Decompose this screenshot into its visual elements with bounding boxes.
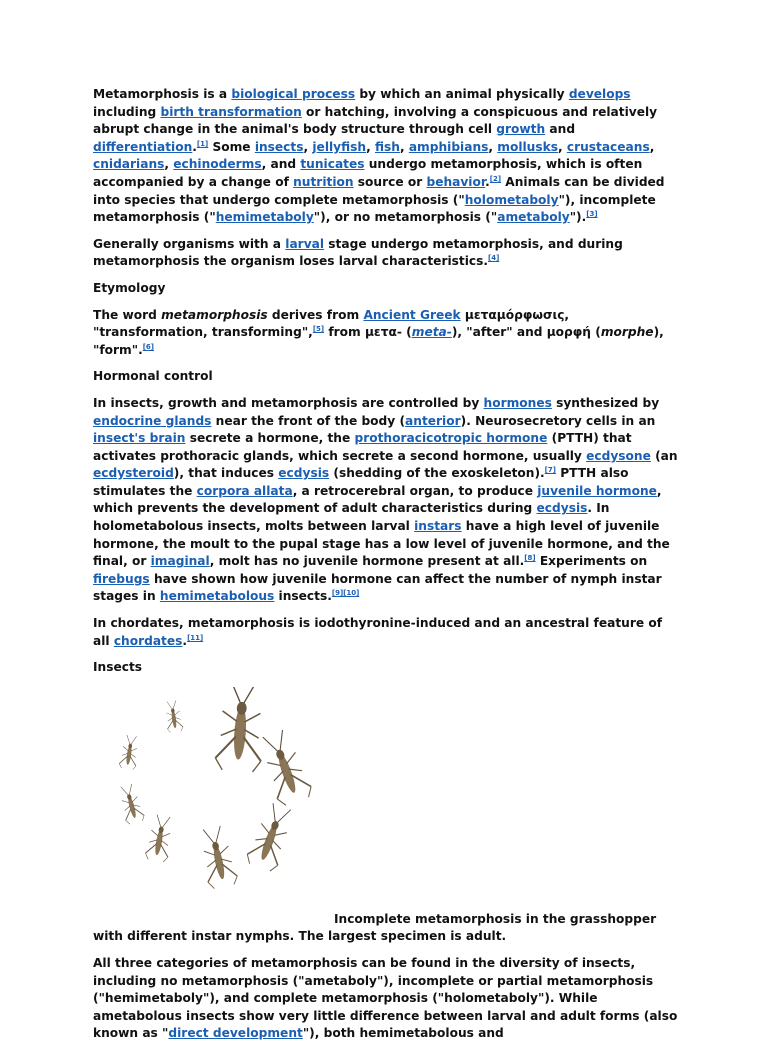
- link-prothoracicotropic-hormone[interactable]: prothoracicotropic hormone: [354, 431, 548, 446]
- text: .: [192, 139, 197, 154]
- text: , a retrocerebral organ, to produce: [292, 483, 538, 498]
- citation: [313, 325, 324, 333]
- text: from μετα- (: [324, 325, 412, 340]
- etymology-paragraph: [93, 307, 678, 360]
- text: The word: [93, 307, 162, 322]
- citation-link-4[interactable]: [4]: [488, 254, 500, 263]
- text: Generally organisms with a: [93, 236, 286, 251]
- citation-link-2[interactable]: [2]: [489, 174, 502, 183]
- heading-etymology: Etymology: [93, 280, 166, 295]
- grasshopper-adult: [215, 687, 267, 772]
- text: secrete a hormone, the: [185, 431, 355, 446]
- text: "), incomplete metamorphosis (": [93, 192, 656, 225]
- citation: [545, 466, 556, 474]
- text: μεταμόρφωσις, "transformation, transforming",: [93, 307, 570, 340]
- grasshopper-instar-2: [144, 814, 174, 863]
- emphasis: morphe: [600, 325, 654, 340]
- text: Experiments on: [535, 554, 648, 569]
- text: , and: [261, 157, 301, 172]
- link-chordates[interactable]: chordates: [113, 633, 183, 648]
- text: ), that induces: [173, 466, 279, 481]
- citation: [488, 254, 499, 262]
- citation-link-5[interactable]: [5]: [312, 325, 325, 334]
- text: , which prevents the development of adult characteristics during: [93, 483, 662, 516]
- citation: [332, 589, 359, 597]
- link-ecdysis-2[interactable]: ecdysis: [536, 501, 588, 516]
- intro-paragraph: [93, 86, 678, 227]
- text: insects.: [274, 589, 332, 604]
- text: (shedding of the exoskeleton).: [329, 466, 545, 481]
- link-mollusks[interactable]: mollusks: [497, 139, 558, 154]
- hormonal-paragraph: [93, 395, 678, 606]
- citation: [187, 634, 203, 642]
- link-ecdysis[interactable]: ecdysis: [278, 466, 330, 481]
- link-amphibians[interactable]: amphibians: [408, 139, 489, 154]
- text: "), both hemimetabolous and: [302, 1026, 504, 1041]
- link-meta[interactable]: meta-: [411, 325, 452, 340]
- link-corpora-allata[interactable]: corpora allata: [196, 483, 293, 498]
- chordates-paragraph: [93, 615, 678, 650]
- text: and: [545, 122, 576, 137]
- text: have a high level of juvenile hormone, the moult to the pupal stage has a low level of juvenile hormone, and the final, or: [93, 519, 670, 569]
- text: Metamorphosis is a: [93, 87, 232, 101]
- link-endocrine-glands[interactable]: endocrine glands: [93, 413, 212, 428]
- text: ). Neurosecretory cells in an: [460, 413, 656, 428]
- link-biological-process[interactable]: biological process: [231, 87, 356, 101]
- citation: [197, 140, 208, 148]
- text: ").: [569, 210, 587, 225]
- text: including: [93, 104, 161, 119]
- grasshopper-instar-1a: [119, 734, 140, 770]
- grasshopper-instar-3: [197, 824, 239, 889]
- grasshopper-instar-4: [245, 801, 298, 873]
- citation-link-9-10[interactable]: [9][10]: [331, 589, 360, 598]
- link-hemimetaboly[interactable]: hemimetaboly: [215, 210, 314, 225]
- link-behavior[interactable]: behavior: [426, 174, 486, 189]
- text: .: [182, 633, 188, 648]
- grasshopper-figure: [93, 687, 678, 910]
- text: (an: [650, 448, 678, 463]
- link-cnidarians[interactable]: cnidarians: [93, 157, 165, 172]
- link-ecdysteroid[interactable]: ecdysteroid: [93, 466, 174, 481]
- text: ,: [164, 157, 174, 172]
- text: PTTH also stimulates the: [93, 466, 629, 498]
- text: .: [485, 174, 490, 189]
- link-direct-development[interactable]: direct development: [168, 1026, 303, 1041]
- link-echinoderms[interactable]: echinoderms: [173, 157, 262, 172]
- link-growth[interactable]: growth: [496, 122, 546, 137]
- text: or hatching, involving a conspicuous and relatively abrupt change in the animal's body structure through cell: [93, 104, 658, 137]
- larval-paragraph: [93, 236, 678, 271]
- text: , molt has no juvenile hormone present at all.: [209, 554, 525, 569]
- text: synthesized by: [551, 395, 660, 410]
- grasshopper-instar-0: [164, 700, 184, 733]
- text: ,: [649, 139, 655, 154]
- text: ), "after" and μορφή (: [451, 325, 601, 340]
- link-ancient-greek[interactable]: Ancient Greek: [363, 307, 461, 322]
- text: ,: [399, 139, 409, 154]
- link-birth-transformation[interactable]: birth transformation: [160, 104, 302, 119]
- text: have shown how juvenile hormone can affect the number of nymph instar stages in: [93, 571, 662, 604]
- link-imaginal[interactable]: imaginal: [150, 554, 210, 569]
- citation: [524, 554, 535, 562]
- caption-text: Incomplete metamorphosis in the grasshopper with different instar nymphs. The largest specimen is adult.: [93, 911, 657, 944]
- text: Some: [208, 139, 255, 154]
- link-ecdysone[interactable]: ecdysone: [586, 448, 651, 463]
- link-nutrition[interactable]: nutrition: [293, 174, 354, 189]
- link-differentiation[interactable]: differentiation: [93, 139, 193, 154]
- citation-link-8[interactable]: [8]: [524, 554, 536, 563]
- insects-paragraph: [93, 955, 678, 1043]
- heading-insects: Insects: [93, 660, 143, 675]
- link-insects-brain[interactable]: insect's brain: [93, 431, 186, 446]
- link-ametaboly[interactable]: ametaboly: [497, 210, 570, 225]
- citation-link-7[interactable]: [7]: [544, 466, 556, 475]
- citation-link-11[interactable]: [11]: [187, 633, 204, 642]
- text: ,: [488, 139, 498, 154]
- link-insects[interactable]: insects: [254, 139, 304, 154]
- citation-link-1[interactable]: [1]: [196, 139, 209, 148]
- text: derives from: [267, 307, 364, 322]
- text: undergo metamorphosis, which is often accompanied by a change of: [93, 157, 643, 189]
- grasshopper-instars-image: [111, 687, 341, 910]
- text: near the front of the body (: [211, 413, 406, 428]
- citation: [143, 343, 154, 351]
- link-hemimetabolous[interactable]: hemimetabolous: [159, 589, 275, 604]
- citation: [490, 175, 501, 183]
- link-crustaceans[interactable]: crustaceans: [566, 139, 650, 154]
- text: In chordates, metamorphosis is iodothyronine-induced and an ancestral feature of all: [93, 616, 663, 648]
- text: ), "form".: [93, 325, 664, 357]
- text: by which an animal physically: [355, 87, 569, 101]
- citation-link-6[interactable]: [6]: [142, 342, 154, 351]
- article-body: [93, 86, 678, 1052]
- text: ,: [366, 139, 375, 154]
- text: . In holometabolous insects, molts between larval: [93, 501, 610, 534]
- figure-caption: [93, 911, 678, 946]
- emphasis: metamorphosis: [161, 307, 268, 322]
- link-larval[interactable]: larval: [285, 236, 325, 251]
- link-firebugs[interactable]: firebugs: [93, 571, 150, 586]
- link-anterior[interactable]: anterior: [405, 413, 461, 428]
- link-holometaboly[interactable]: holometaboly: [464, 192, 559, 207]
- heading-hormonal-control: Hormonal control: [93, 369, 213, 384]
- text: "), or no metamorphosis (": [313, 210, 498, 225]
- link-instars[interactable]: instars: [414, 519, 462, 534]
- text: source or: [353, 174, 427, 189]
- link-tunicates[interactable]: tunicates: [300, 157, 365, 172]
- text: ,: [557, 139, 567, 154]
- link-hormones[interactable]: hormones: [483, 395, 552, 410]
- text: In insects, growth and metamorphosis are controlled by: [93, 395, 484, 410]
- text: Animals can be divided into species that undergo complete metamorphosis (": [93, 174, 665, 207]
- text: stage undergo metamorphosis, and during metamorphosis the organism loses larval characteristics.: [93, 236, 623, 269]
- text: (PTTH) that activates prothoracic glands, which secrete a second hormone, usually: [93, 431, 632, 463]
- link-develops[interactable]: develops: [568, 87, 631, 101]
- citation-link-3[interactable]: [3]: [586, 210, 598, 219]
- grasshopper-instar-1b: [117, 783, 145, 825]
- link-jellyfish[interactable]: jellyfish: [312, 139, 367, 154]
- link-fish[interactable]: fish: [374, 139, 400, 154]
- text: ,: [303, 139, 313, 154]
- text: All three categories of metamorphosis can be found in the diversity of insects, including no metamorphosis ("ametaboly"), incomplete or partial metamorphosis ("hemimetaboly"), and complete metamorphosis ("holometaboly"). While ametabolous insects show very little difference between larval and adult forms (also known as ": [93, 956, 678, 1041]
- grasshopper-instar-5: [256, 727, 314, 807]
- link-juvenile-hormone[interactable]: juvenile hormone: [537, 483, 657, 498]
- citation: [586, 210, 597, 218]
